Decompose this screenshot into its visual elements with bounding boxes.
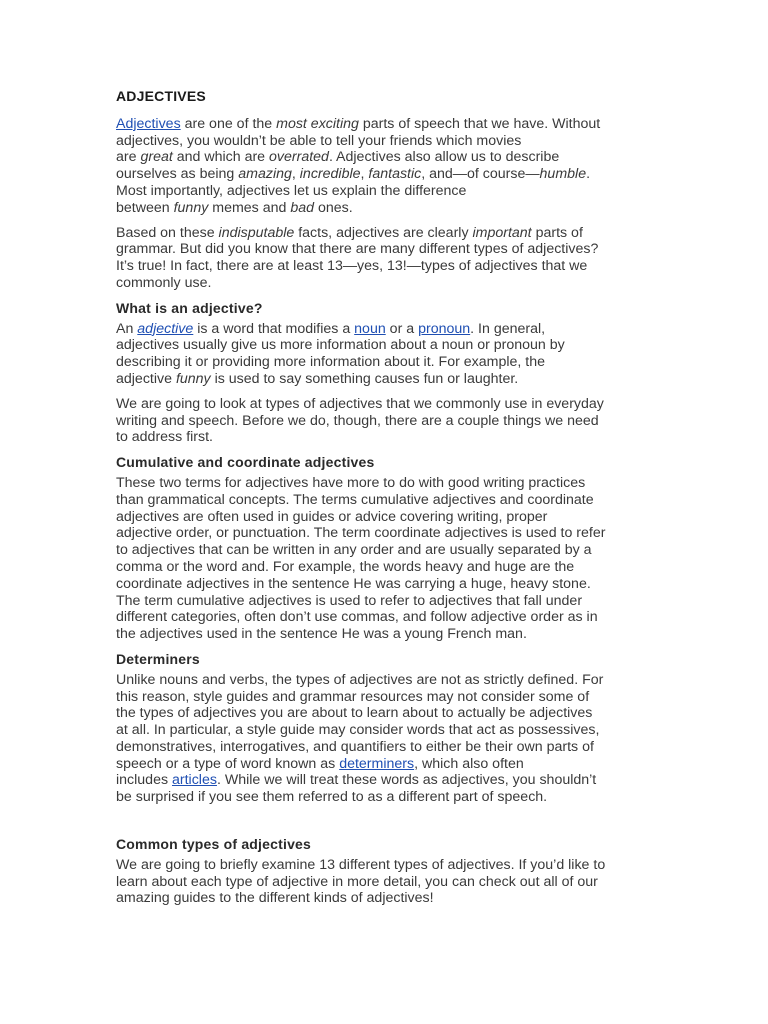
cumulative-paragraph: These two terms for adjectives have more to do with good writing practices than grammatical concepts. The terms cumulative adjectives and coordinate adjectives are often used in guides or advice covering writing, proper adjective order, or punctuation. The term coordinate adjectives is used to refer to adjectives that can be written in any order and are usually separated by a comma or the word and. For example, the words heavy and huge are the coordinate adjectives in the sentence He was carrying a huge, heavy stone. The term cumulative adjectives is used to refer to adjectives that fall under different categories, often don’t use commas, and follow adjective order as in the adjectives used in the sentence He was a young French man. <box>116 474 606 643</box>
definition-paragraph: An adjective is a word that modifies a noun or a pronoun. In general, adjectives usually give us more information about a noun or pronoun by describing it or providing more information about it. For example, the adjective funny is used to say something causes fun or laughter. <box>116 320 565 387</box>
determiners-link[interactable]: determiners <box>339 755 415 772</box>
overview-paragraph: We are going to look at types of adjectives that we commonly use in everyday writing and speech. Before we do, though, there are a couple things we need to address first. <box>116 395 604 446</box>
section-spacer <box>116 814 656 836</box>
determiners-paragraph: Unlike nouns and verbs, the types of adjectives are not as strictly defined. For this reason, style guides and grammar resources may not consider some of the types of adjectives you are about to learn about to actually be adjectives at all. In particular, a style guide may consider words that act as possessives, demonstratives, interrogatives, and quantifiers to either be their own parts of speech or a type of word known as determiners, which also often includes articles. While we will treat these words as adjectives, you shouldn’t be surprised if you see them referred to as a different part of speech. <box>116 671 604 806</box>
heading-what-is-an-adjective: What is an adjective? <box>116 299 263 316</box>
articles-link[interactable]: articles <box>172 772 217 789</box>
heading-cumulative-coordinate: Cumulative and coordinate adjectives <box>116 454 375 471</box>
heading-common-types: Common types of adjectives <box>116 836 312 853</box>
common-types-paragraph: We are going to briefly examine 13 different types of adjectives. If you’d like to learn about each type of adjective in more detail, you can check out all of our amazing guides to the different kinds of adjectives! <box>116 856 606 907</box>
document-title: ADJECTIVES <box>116 88 206 104</box>
pronoun-link[interactable]: pronoun <box>418 320 471 337</box>
intro-paragraph: Adjectives are one of the most exciting parts of speech that we have. Without adjectives, you wouldn’t be able to tell your friends which movies are great and which are overrated. Adjectives also allow us to describe ourselves as being amazing, incredible, fantastic, and—of course—humble. Most importantly, adjectives let us explain the difference between funny memes and bad ones. <box>116 115 601 216</box>
noun-link[interactable]: noun <box>354 320 386 337</box>
facts-paragraph: Based on these indisputable facts, adjectives are clearly important parts of grammar. But did you know that there are many different types of adjectives? It’s true! In fact, there are at least 13—yes, 13!—types of adjectives that we commonly use. <box>116 224 599 291</box>
heading-determiners: Determiners <box>116 650 200 667</box>
adjectives-link[interactable]: Adjectives <box>116 115 181 132</box>
document-page <box>116 88 656 915</box>
adjective-link[interactable]: adjective <box>137 320 194 337</box>
